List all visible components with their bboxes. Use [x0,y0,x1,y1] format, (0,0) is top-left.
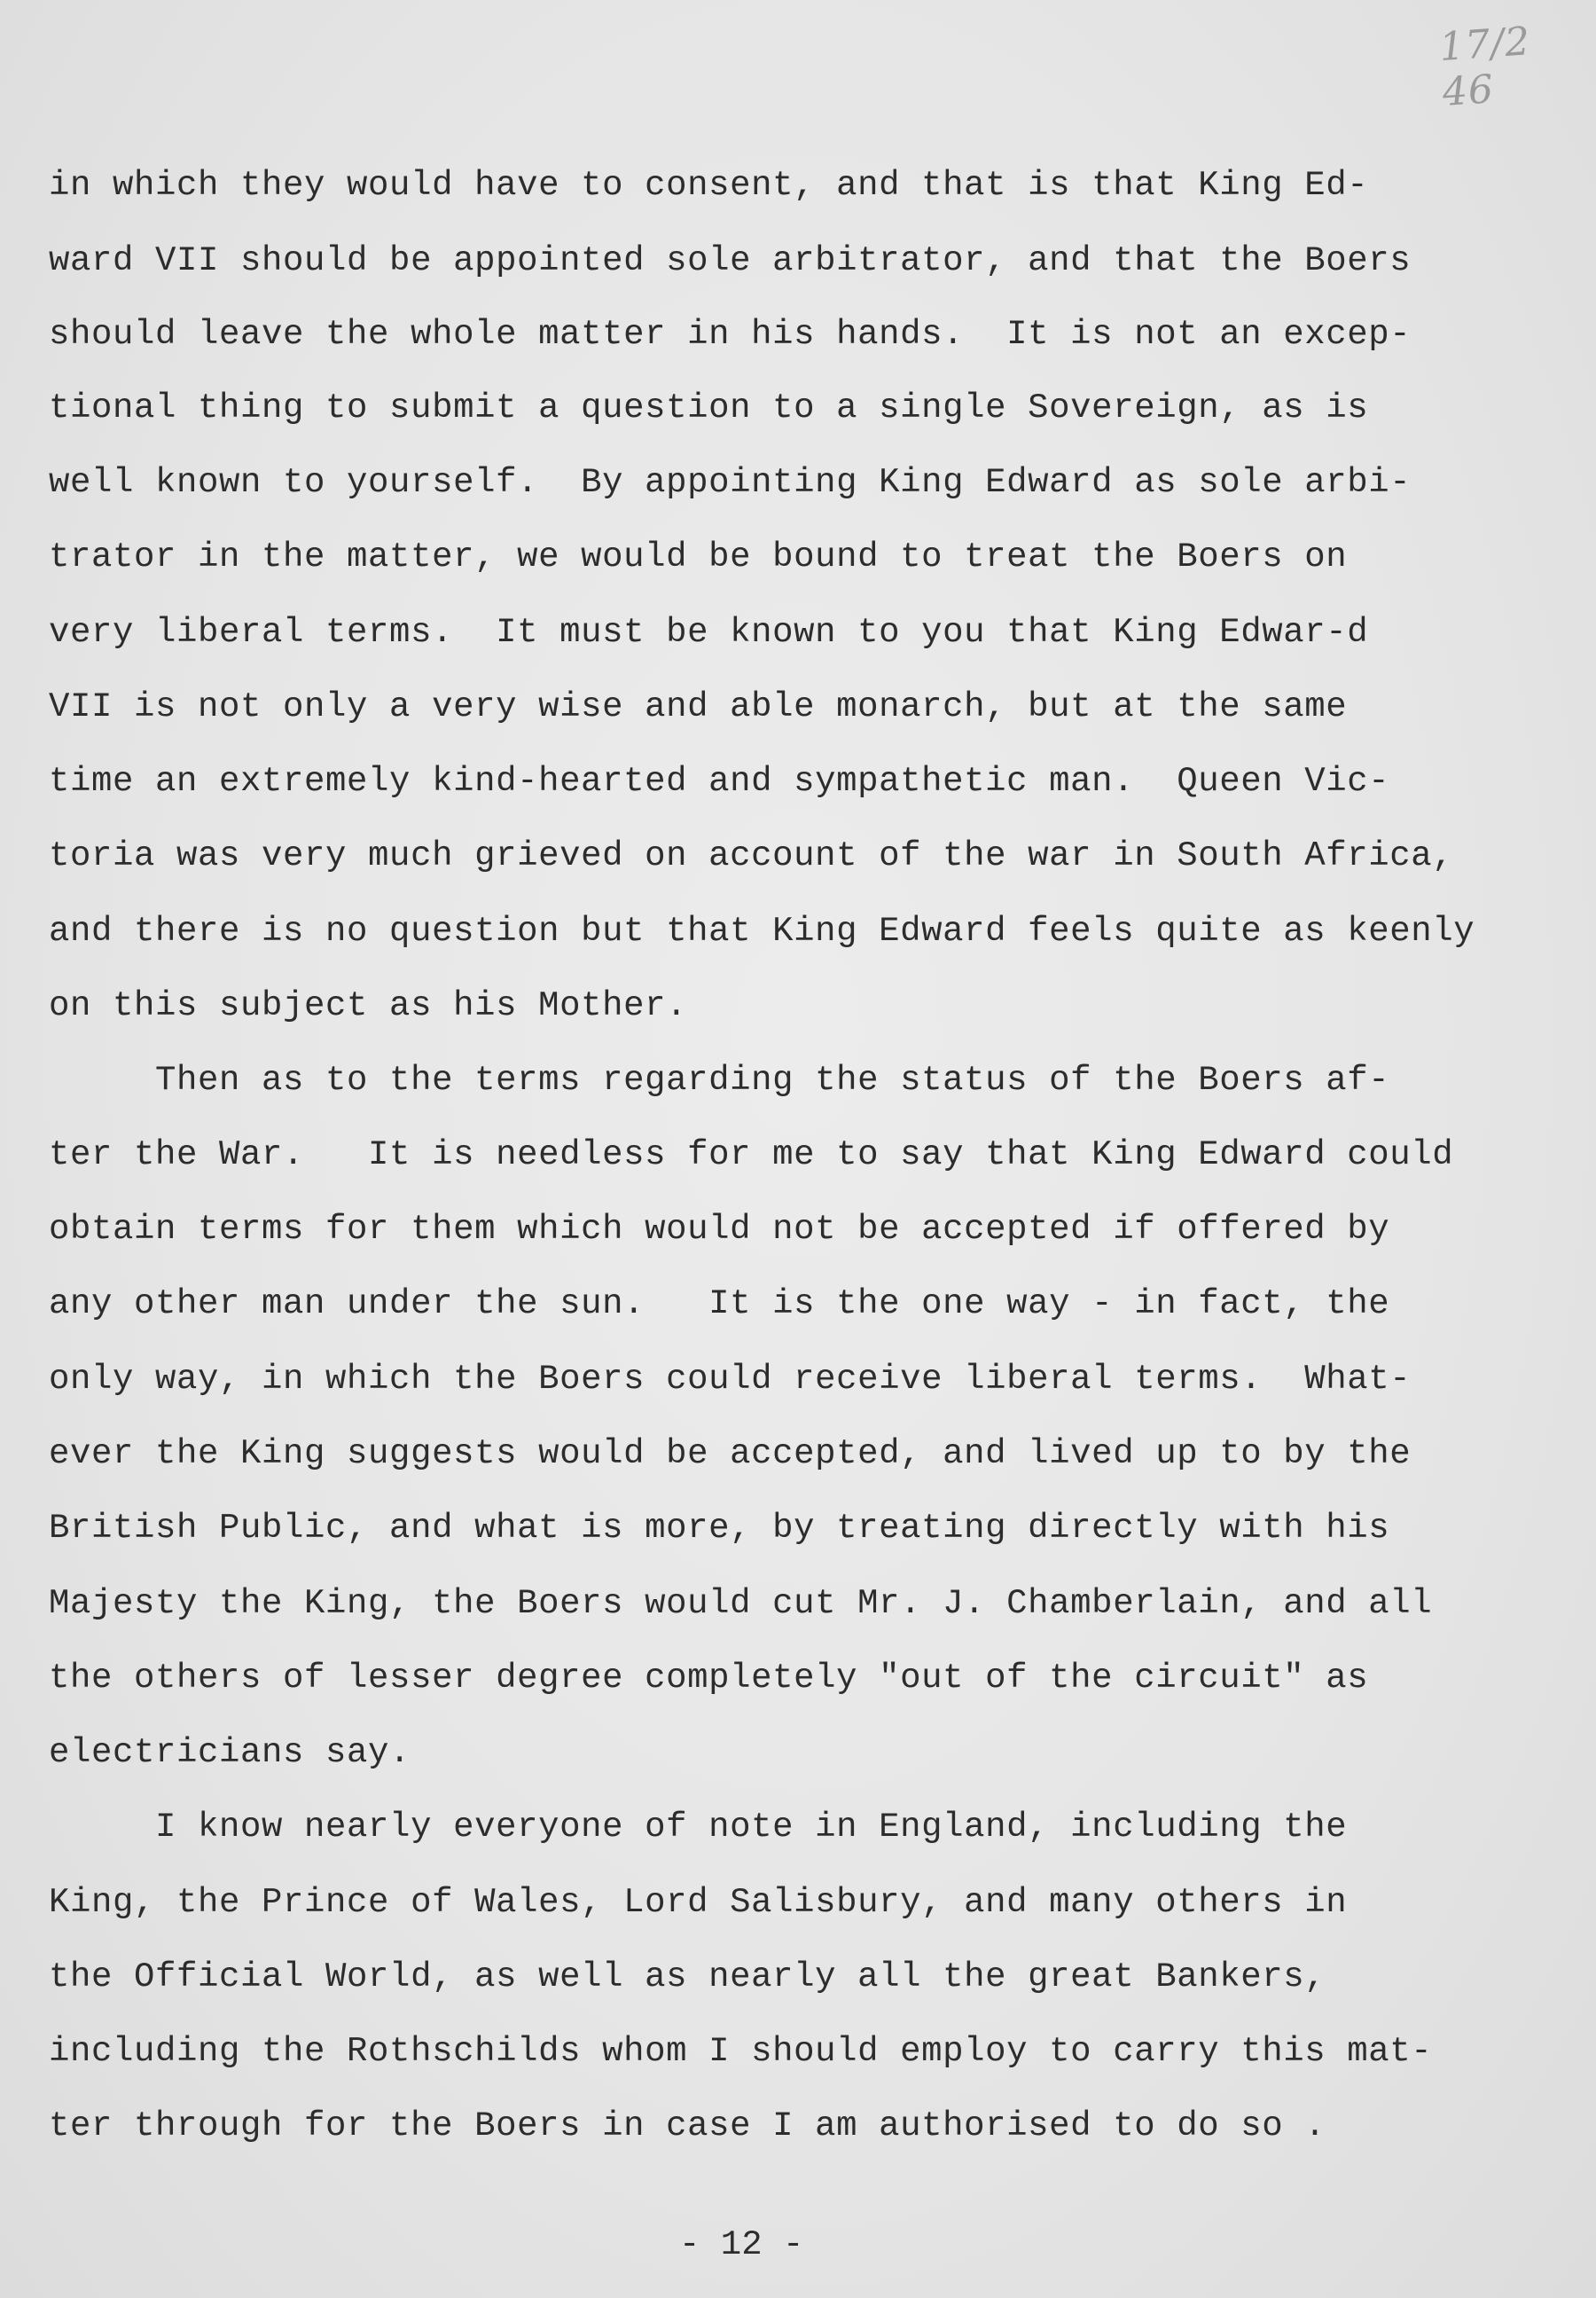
text-line: British Public, and what is more, by treating directly with his [49,1509,1390,1548]
text-line: ever the King suggests would be accepted, and lived up to by the [49,1434,1412,1473]
text-line: and there is no question but that King Edward feels quite as keenly [49,912,1475,951]
text-line: on this subject as his Mother. [49,986,688,1025]
text-line: including the Rothschilds whom I should employ to carry this mat- [49,2032,1433,2071]
text-line: I know nearly everyone of note in England, including the [49,1808,1348,1847]
text-line: ward VII should be appointed sole arbitrator, and that the Boers [49,241,1412,280]
text-line: the Official World, as well as nearly all the great Bankers, [49,1957,1326,1996]
text-line: only way, in which the Boers could receive liberal terms. What- [49,1360,1412,1399]
text-line: Then as to the terms regarding the status of the Boers af- [49,1061,1390,1100]
text-line: obtain terms for them which would not be accepted if offered by [49,1210,1390,1249]
text-line: VII is not only a very wise and able monarch, but at the same [49,687,1348,726]
text-line: King, the Prince of Wales, Lord Salisbury, and many others in [49,1883,1348,1922]
archive-reference: 17/2 46 [1437,19,1532,115]
text-line: the others of lesser degree completely "out of the circuit" as [49,1659,1369,1698]
text-line: trator in the matter, we would be bound to treat the Boers on [49,537,1348,576]
page-number: - 12 - [679,2225,804,2264]
text-line: well known to yourself. By appointing King Edward as sole arbi- [49,463,1412,502]
text-line: Majesty the King, the Boers would cut Mr. J. Chamberlain, and all [49,1584,1433,1623]
text-line: ter through for the Boers in case I am authorised to do so . [49,2106,1326,2145]
text-line: any other man under the sun. It is the one way - in fact, the [49,1284,1390,1323]
text-line: in which they would have to consent, and that is that King Ed- [49,166,1369,205]
text-line: ter the War. It is needless for me to say that King Edward could [49,1135,1454,1174]
text-line: should leave the whole matter in his hands. It is not an excep- [49,315,1412,354]
text-line: toria was very much grieved on account of the war in South Africa, [49,836,1454,875]
text-line: very liberal terms. It must be known to you that King Edwar-d [49,613,1369,652]
text-line: time an extremely kind-hearted and sympathetic man. Queen Vic- [49,762,1390,801]
text-line: electricians say. [49,1733,411,1772]
text-line: tional thing to submit a question to a single Sovereign, as is [49,388,1369,427]
